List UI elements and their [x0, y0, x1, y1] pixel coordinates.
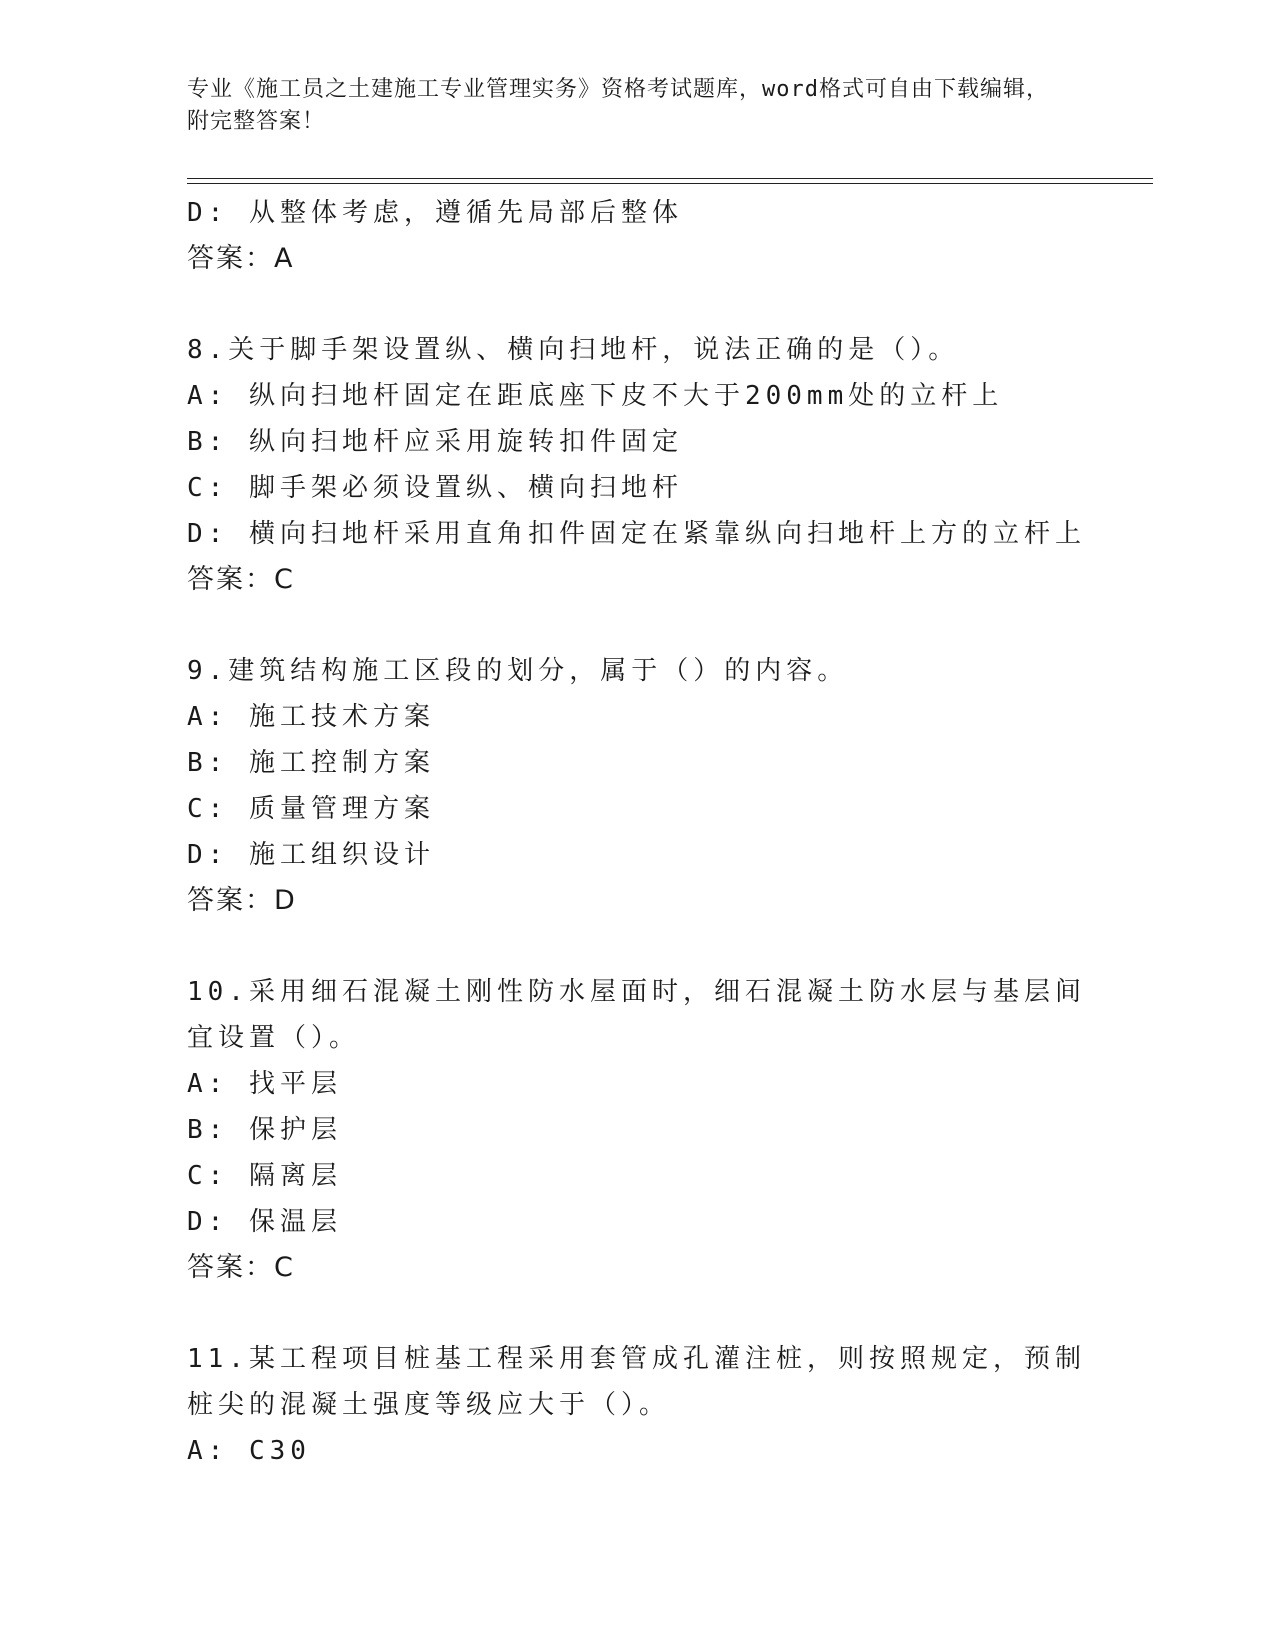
question-content	[187, 190, 1087, 1474]
option-a: A: 施工技术方案	[187, 702, 435, 732]
spacer	[187, 282, 1087, 327]
answer-line: 答案：D	[187, 885, 297, 916]
question-stem: 10.采用细石混凝土刚性防水屋面时，细石混凝土防水层与基层间宜设置（）。	[187, 977, 1086, 1053]
spacer	[187, 603, 1087, 648]
question-stem: 8.关于脚手架设置纵、横向扫地杆，说法正确的是（）。	[187, 335, 960, 365]
option-a: A: 纵向扫地杆固定在距底座下皮不大于200mm处的立杆上	[187, 381, 1004, 411]
spacer	[187, 924, 1087, 969]
option-b: B: 施工控制方案	[187, 748, 435, 778]
header-rule-top	[187, 178, 1153, 179]
option-b: B: 保护层	[187, 1115, 342, 1145]
option-d: D: 施工组织设计	[187, 840, 435, 870]
option-c: C: 隔离层	[187, 1161, 342, 1191]
question-stem: 9.建筑结构施工区段的划分，属于（）的内容。	[187, 656, 849, 686]
option-d: D: 保温层	[187, 1207, 342, 1237]
option-c: C: 脚手架必须设置纵、横向扫地杆	[187, 473, 683, 503]
answer-line: 答案：A	[187, 243, 295, 274]
option-d: D: 横向扫地杆采用直角扣件固定在紧靠纵向扫地杆上方的立杆上	[187, 519, 1086, 549]
question-stem: 11.某工程项目桩基工程采用套管成孔灌注桩，则按照规定，预制桩尖的混凝土强度等级应大于（）。	[187, 1344, 1086, 1420]
header-note: 专业《施工员之土建施工专业管理实务》资格考试题库，word格式可自由下载编辑，附完整答案！	[187, 77, 1049, 134]
option-a: A: C30	[187, 1436, 311, 1466]
spacer	[187, 1291, 1087, 1336]
option-c: C: 质量管理方案	[187, 794, 435, 824]
answer-line: 答案：C	[187, 1252, 295, 1283]
option-d: D: 从整体考虑，遵循先局部后整体	[187, 198, 683, 228]
header-rule-bottom	[187, 183, 1153, 184]
option-a: A: 找平层	[187, 1069, 342, 1099]
option-b: B: 纵向扫地杆应采用旋转扣件固定	[187, 427, 683, 457]
answer-line: 答案：C	[187, 564, 295, 595]
